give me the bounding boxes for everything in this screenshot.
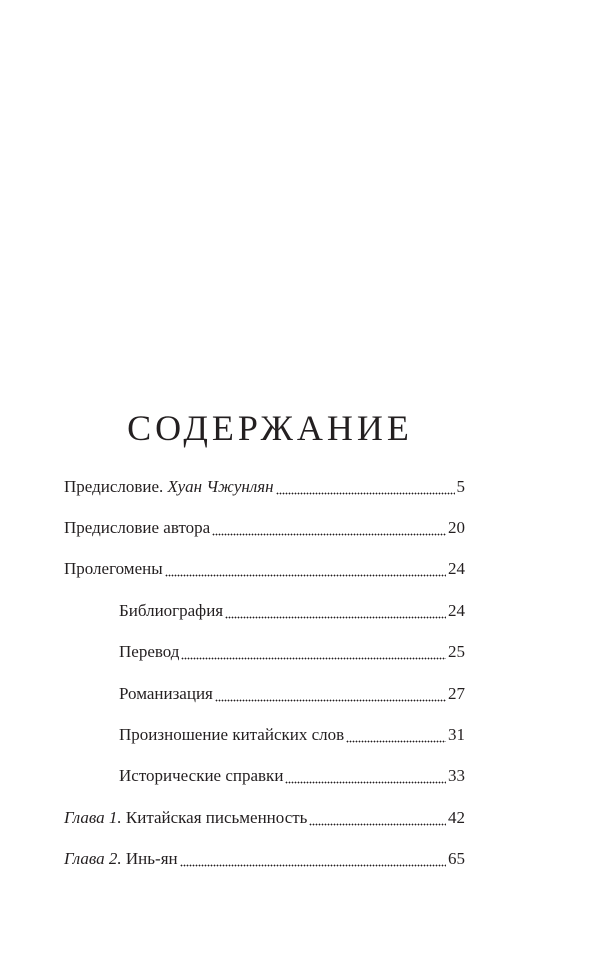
- toc-entry-title: Пролегомены: [64, 559, 163, 579]
- toc-entry-title: [64, 475, 274, 499]
- toc-entry-title: Библиография: [119, 600, 224, 620]
- toc-entry-title: Перевод: [119, 642, 180, 662]
- toc-page-number: 31: [448, 725, 465, 745]
- dot-leader: [215, 682, 446, 706]
- dot-leader: [180, 847, 446, 871]
- table-of-contents: [64, 466, 465, 880]
- toc-page-number: 42: [448, 807, 465, 827]
- toc-page-number: 20: [448, 518, 465, 538]
- toc-page-number: 24: [448, 600, 465, 620]
- toc-subentry: [64, 632, 465, 673]
- toc-subentry: [64, 673, 465, 714]
- toc-entry-title: Романизация: [119, 683, 213, 703]
- toc-entry-title: Предисловие автора: [64, 518, 211, 538]
- toc-entry-text: Предисловие.: [64, 476, 168, 496]
- toc-subentry: [64, 714, 465, 755]
- toc-page-number: 33: [448, 766, 465, 786]
- toc-chapter-number: Глава 2.: [64, 849, 122, 869]
- toc-entry: [64, 549, 465, 590]
- toc-entry-author: Хуан Чжунлян: [167, 476, 274, 496]
- dot-leader: [309, 806, 446, 830]
- toc-entry: [64, 839, 465, 880]
- toc-entry-title: [64, 806, 307, 830]
- dot-leader: [181, 640, 446, 664]
- toc-entry-text: Китайская письменность: [121, 807, 308, 827]
- dot-leader: [225, 599, 446, 623]
- toc-page-number: 27: [448, 683, 465, 703]
- dot-leader: [285, 764, 446, 788]
- dot-leader: [212, 516, 446, 540]
- toc-page-number: 25: [448, 642, 465, 662]
- dot-leader: [346, 723, 446, 747]
- toc-entry-title: Произношение китайских слов: [119, 725, 345, 745]
- toc-subentry: [64, 756, 465, 797]
- toc-subentry: [64, 590, 465, 631]
- toc-page-number: 24: [448, 559, 465, 579]
- dot-leader: [276, 475, 455, 499]
- toc-page-number: 5: [456, 476, 465, 496]
- dot-leader: [165, 557, 446, 581]
- toc-entry-title: [64, 847, 178, 871]
- toc-chapter-number: Глава 1.: [64, 807, 122, 827]
- toc-page-number: 65: [448, 849, 465, 869]
- toc-entry: [64, 466, 465, 507]
- page-title: СОДЕРЖАНИЕ: [127, 408, 413, 449]
- toc-entry: [64, 797, 465, 838]
- toc-entry-title: Исторические справки: [119, 766, 284, 786]
- toc-entry: [64, 507, 465, 548]
- toc-entry-text: Инь-ян: [121, 849, 178, 869]
